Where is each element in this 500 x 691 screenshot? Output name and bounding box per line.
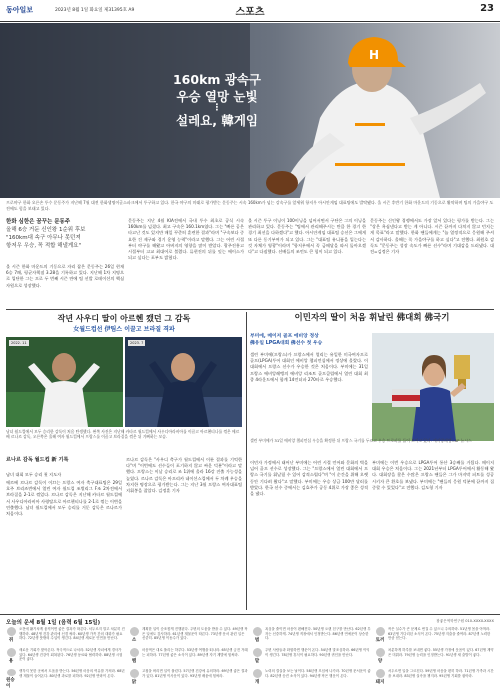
zodiac-icon (7, 669, 16, 676)
paper-name: 동아일보 (6, 6, 34, 14)
headline-line-2: 우승 열망 눈빛 (176, 89, 258, 104)
golfer-photo (372, 333, 494, 441)
left-article-caption: 남녀 월드컵에서 모두 승리한 감독이 처음 탄생했다. 왼쪽 사진은 지난해 카타르 월드컵에서 사우디아라비아를 이끌고 아르헨티나를 꺾은 에르베 르나르 감독, 오른쪽은 올해 여자 월드컵에서 프랑스를 이끌고 브라질을 꺾은 뒤 기뻐하는 모습. (6, 429, 240, 439)
divider (6, 309, 494, 310)
fortune-grid (6, 627, 494, 689)
zodiac-icon (130, 627, 139, 636)
zodiac-badge (252, 627, 262, 647)
fortune-item (6, 648, 125, 668)
fortune-text: 작은 실수가 큰 문제로 번질 수 있으니 주의하라. 51년생 몸을 아껴라. 63년생 기다리던 소식이 온다. 75년생 지출을 줄여라. 87년생 노력한 만큼 얻는다. (388, 627, 491, 641)
right-article-body-1: 셀린 부미에(프랑스)가 프랑스에서 열리는 유일한 미국여자프로골프(LPGA)투어 대회인 에비앙 챔피언십에서 정상에 올랐다. 이 대회에서 프랑스 선수가 우승한 것은 처음이다. 부미에는 31일 프랑스 에비앙레뱅의 에비앙 리조트 골프클럽에서 열린 대회 최종 4라운드에서 합계 14언더파 270타로 우승했다. (250, 352, 368, 382)
coach-photos (6, 337, 242, 427)
zodiac-icon (253, 648, 262, 657)
zodiac-badge (6, 669, 16, 689)
photo-tag-2023: 2023. 7 (130, 341, 144, 345)
photo-2022 (6, 337, 123, 427)
fortune-item (252, 648, 371, 668)
zodiac-name: 용 (8, 659, 14, 664)
fortune-item (252, 669, 371, 689)
left-subhead: 르나르 감독 월드컵 新 기록 (6, 457, 69, 463)
zodiac-badge (129, 627, 139, 647)
zodiac-name: 범 (254, 638, 260, 643)
fortune-item (375, 648, 494, 668)
fortune-text: 차분하게 하루를 보내면 좋다. 55년생 가정에 웃음이 있다. 67년생 계약은 미뤄라. 79년생 능력을 인정받는다. 91년생 새 출발이 좋다. (388, 648, 494, 657)
zodiac-name: 토끼 (375, 638, 385, 643)
zodiac-name: 양 (377, 659, 383, 664)
zodiac-name: 닭 (131, 680, 137, 685)
fortune-item (129, 627, 248, 647)
zodiac-name: 소 (131, 638, 137, 643)
headline-line-1: 160km 광속구 (172, 72, 261, 87)
fortune-title: 오늘의 운세 8월 1일 (음력 6월 15일) (6, 620, 101, 626)
zodiac-icon (7, 627, 16, 636)
zodiac-badge (6, 648, 16, 668)
zodiac-name: 쥐 (8, 638, 14, 643)
cap-logo: H (368, 48, 380, 62)
fortune-credit: 참좋은역학연구원 010-XXXX-XXXX (436, 619, 494, 623)
zodiac-name: 돼지 (375, 680, 385, 685)
fortune-text: 오전에 활기차게 움직이면 좋은 결과가 따른다. 서두르지 말고 차분히 진행하라. 48년생 건강 관리에 신경 써라. 60년생 가족 간의 대화가 필요하다. 72년생 뜻밖의 수입이 생긴다. 84년생 새로운 인연을 만난다. (19, 627, 125, 641)
zodiac-badge (375, 669, 385, 689)
hero-photo (0, 23, 500, 198)
left-article-body-1: 에르베 르나르 감독이 이끄는 프랑스 여자 축구대표팀은 29일 호주 브리즈번에서 열린 여자 월드컵 조별리그 F조 2차전에서 브라질을 2-1로 꺾었다. 르나르 감독은 지난해 카타르 월드컵에서 사우디아라비아 사령탑으로 아르헨티나를 2-1로 꺾는 이변을 연출했다. 남녀 월드컵에서 모두 승리를 거둔 감독은 르나르가 처음이다. (6, 480, 122, 517)
hero-caption: 프로야구 한화 오른손 투수 문동주가 지난해 7월 대전 한화생명이글스파크에서 투구하고 있다. 한국 야구의 미래로 평가받는 문동주는 시속 160km가 넘는 강속구를 앞세워 항저우 아시안게임 대표팀에도 발탁됐다. 올 시즌 후반기 한화 마운드의 기둥으로 활약하며 팀의 가을야구 도전에도 힘을 보태고 있다. (6, 200, 494, 211)
zodiac-icon (253, 627, 262, 636)
right-article-body-2: 이민자 가정에서 태어난 부미에는 어린 시절 언어와 문화의 벽을 넘어 골프 선수로 성장했다. 그는 "프랑스에서 열린 대회에서 프랑스 국기를 휘날릴 수 있어 감격스럽다"며 "이 순간을 위해 오랫동안 기다려 왔다"고 말했다. 부미에는 우승 상금 100만 달러를 받았다. 한국 선수 중에서는 김효주가 공동 4위로 가장 좋은 성적을 냈다. (250, 460, 368, 497)
fortune-text: 계획한 일이 순조롭게 진행된다. 주변의 도움을 받을 수 있다. 49년생 작은 일에도 감사하라. 61년생 재물운이 따른다. 73년생 문서 관련 일은 신중히. 85년생 이동수가 있다. (142, 627, 248, 641)
zodiac-icon (253, 669, 262, 678)
zodiac-icon (376, 627, 385, 636)
lead-headline (6, 218, 124, 250)
coach-photo-right (125, 337, 242, 427)
fortune-text: 서두르면 일을 그르친다. 59년생 마음을 편히 하라. 71년생 가족과 시간을 보내라. 83년생 실속을 챙겨라. 95년생 기회를 잡아라. (388, 669, 494, 678)
zodiac-icon (130, 669, 139, 678)
zodiac-name: 말 (254, 659, 260, 664)
fortune-text: 고집을 버리면 일이 풀린다. 57년생 건강에 유의하라. 69년생 좋은 결과가 있다. 81년생 이사운이 있다. 93년생 배움에 힘써라. (142, 669, 248, 678)
photo-tag-2022: 2022. 11 (11, 341, 27, 345)
divider-vertical (246, 312, 247, 610)
right-article-caption: 셀린 부미에가 31일 에비앙 챔피언십 우승을 확정한 뒤 프랑스 국기를 두르고 우승 트로피를 들어 보이고 있다. 에비앙레뱅=AP 뉴시스 (250, 438, 472, 443)
lead-kicker: 한화 심한은 꿈꾸는 문동주 (6, 219, 71, 225)
zodiac-badge (129, 669, 139, 689)
lead-column-4: 문동주는 신인왕 경쟁에서도 가장 앞서 있다는 평가를 받는다. 그는 "상은 욕심낸다고 받는 게 아니다. 시즌 끝까지 다치지 않고 던지는 게 목표"라고 말했다. 한화 팬들에게는 "늘 열정적으로 응원해 주셔서 감사하다. 올해는 꼭 가을야구를 하고 싶다"고 전했다. 최원호 감독도 "문동주는 성장 속도가 빠른 선수"라며 기대감을 드러냈다. 대전=김정은 기자 (370, 218, 494, 255)
lead-column-3: 올 시즌 투구 이닝이 100이닝을 넘어서면서 구단은 그의 이닝을 관리하고 있다. 문동주는 "팀에서 관리해주시는 만큼 한 경기 한 경기 최선을 다하겠다"고 했다. 아시안게임 대표팀 승선은 그에게 또 다른 동기부여가 되고 있다. 그는 "대표팀 유니폼을 입는다는 것 자체가 영광"이라며 "항저우에서 꼭 금메달을 따서 돌아오겠다"고 다짐했다. 선배들의 조언도 큰 힘이 되고 있다. (248, 218, 366, 255)
zodiac-badge (375, 627, 385, 647)
right-article-body-3: 부미에는 이번 우승으로 LPGA투어 통산 3승째를 거뒀다. 메이저 대회 우승은 처음이다. 그는 2021년부터 LPGA투어에서 활동해 왔다. 대회장을 찾은 수많은 프랑스 팬들은 그가 마지막 퍼트를 성공시키자 큰 환호를 보냈다. 부미에는 "팬들의 응원 덕분에 끝까지 집중할 수 있었다"고 전했다. 김도형 기자 (372, 460, 494, 490)
left-article-body-2: 르나르 감독은 "사우디 축구가 월드컵에서 이룬 결과를 기억한다"며 "이번에도 선수들이 포기하지 않고 싸운 덕분"이라고 말했다. 프랑스는 이날 승리로 조 1위에 올라 16강 진출 가능성을 높였다. 르나르 감독은 아프리카 네이션스컵에서 두 차례 우승을 차지한 명장으로 평가받는다. 그는 지난 3월 프랑스 여자대표팀 지휘봉을 잡았다. 김정훈 기자 (126, 457, 242, 494)
coach-photo-left (6, 337, 123, 427)
headline-line-3: 설레요, 韓게임 (176, 113, 258, 128)
lead-sub-3: 항저우 우승, 꼭 적합 해낼게요" (6, 243, 82, 249)
lead-body: 올 시즌 한화 마운드의 기둥으로 자리 잡은 문동주는 26일 현재 6승 7패, 평균자책점 3.28을 기록하고 있다. 지난해 1차 지명으로 입단한 그는 프로 두 번째 시즌 만에 팀 선발 로테이션의 핵심 자원으로 성장했다. (6, 264, 124, 288)
daily-fortune (0, 614, 500, 691)
zodiac-badge (129, 648, 139, 668)
zodiac-name: 뱀 (131, 659, 137, 664)
fortune-item (129, 648, 248, 668)
fortune-text: 생각지 못한 곳에서 도움을 받는다. 56년생 마음의 여유를 가져라. 68년생 재물이 들어온다. 80년생 과로를 피하라. 92년생 연락이 온다. (19, 669, 125, 678)
zodiac-badge (375, 648, 385, 668)
right-article-subtitle: 부미에, 메이저 골프 에비앙 정상 佛유일 LPGA대회 佛선수 첫 우승 (250, 334, 323, 346)
fortune-text: 노력의 결실을 보는 날이다. 58년생 모임에 나가라. 70년생 문서운이 좋다. 82년생 승진 소식이 있다. 94년생 작은 행운이 온다. (265, 669, 371, 678)
zodiac-icon (7, 648, 16, 657)
zodiac-icon (376, 669, 385, 678)
masthead (0, 0, 500, 22)
left-article-subtitle: 女월드컵선 伊팀스 이끌고 브라질 격파 (73, 326, 175, 333)
hero-headline (152, 71, 282, 129)
lead-sub-2: "160km대 속구 아무나 못던져 (6, 235, 81, 241)
zodiac-badge (6, 627, 16, 647)
lead-sub-1: 올해 6승 거둔 신인왕 1순위 후보 (6, 227, 86, 233)
zodiac-name: 원숭이 (6, 678, 15, 689)
fortune-item (252, 627, 371, 647)
fortune-text: 마음먹은 대로 풀리는 하루다. 53년생 여행을 떠나라. 65년생 금전 거래는 피하라. 77년생 좋은 소식이 있다. 89년생 자기 계발에 힘써라. (142, 648, 248, 657)
zodiac-name: 개 (254, 680, 260, 685)
fortune-item (129, 669, 248, 689)
left-article-title: 작년 사우디 딸이 아르헨 캤던 그 감독 (57, 314, 191, 323)
section-title: 스포츠 (235, 7, 265, 18)
fortune-item (6, 627, 125, 647)
headline-dots: ⋮ (212, 103, 222, 113)
zodiac-icon (130, 648, 139, 657)
left-subhead-2: 남녀 대회 모두 승리 첫 지도자 (6, 472, 62, 477)
fortune-item (375, 627, 494, 647)
golfer-trophy-photo (372, 333, 494, 441)
fortune-item (6, 669, 125, 689)
fortune-item (375, 669, 494, 689)
lead-column-2: 문동주는 지난 4월 KIA전에서 국내 투수 최초로 공식 시속 160km를 넘겼다. 최고 구속은 160.1km였다. 그는 "빠른 공은 타고난 것도 있지만 매일 꾸준히 훈련한 결과"라며 "구속보다 중요한 건 제구와 경기 운영 능력"이라고 말했다. 그는 어린 시절부터 야구를 해왔고 아버지의 영향을 많이 받았다. 광주진흥고 시절부터 고교 최대어로 불렸다. 류현진의 뒤를 잇는 에이스가 되고 싶다는 포부도 밝혔다. (128, 218, 244, 261)
issue-date: 2023년 8월 1일 화요일 제31395호 A9 (55, 8, 135, 13)
right-article-title: 이민자의 딸이 처음 휘날린 佛대회 佛국기 (294, 313, 450, 323)
zodiac-icon (376, 648, 385, 657)
page-number: 23 (480, 3, 494, 14)
fortune-text: 새로운 기회가 찾아온다. 적극적으로 나서라. 52년생 자녀에게 경사가 있다. 64년생 건강이 회복된다. 76년생 동료와 협력하라. 88년생 시험운이 좋다. (19, 648, 123, 662)
fortune-text: 욕심을 줄이면 마음이 편해진다. 50년생 오랜 친구를 만난다. 62년생 투자는 신중하게. 74년생 직장에서 인정받는다. 86년생 연애운이 상승한다. (265, 627, 371, 641)
zodiac-badge (252, 648, 262, 668)
fortune-text: 주변 사람들과 화합하면 행운이 온다. 54년생 말조심하라. 66년생 이익이 생긴다. 78년생 휴식이 필요하다. 90년생 귀인을 만난다. (265, 648, 370, 657)
zodiac-badge (252, 669, 262, 689)
photo-2023 (125, 337, 242, 427)
